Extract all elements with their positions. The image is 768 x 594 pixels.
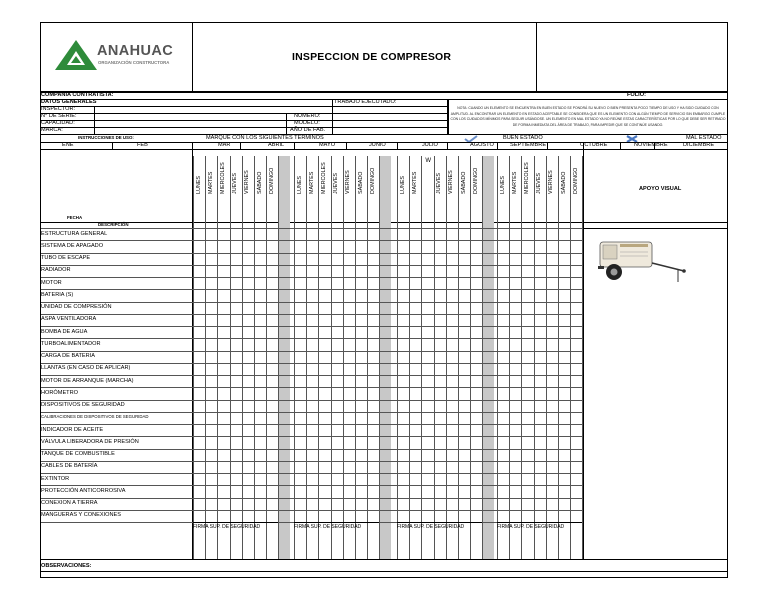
company-subtitle: ORGANIZACIÓN CONSTRUCTORA — [98, 60, 170, 65]
work-label: TRABAJO EJECUTADO: — [334, 99, 397, 105]
month-label: JUNIO — [369, 142, 386, 148]
day-label: VIERNES — [448, 170, 455, 194]
month-label: JULIO — [422, 142, 438, 148]
day-label: LUNES — [195, 176, 202, 194]
checklist-item: VÁLVULA LIBERADORA DE PRESIÓN — [41, 438, 139, 445]
month-label: OCTUBRE — [580, 142, 608, 148]
day-label: JUEVES — [536, 173, 543, 194]
number-label: NUMERO: — [294, 113, 321, 119]
brand-label: MARCA: — [41, 127, 63, 133]
month-label: ABRIL — [268, 142, 285, 148]
day-label: DOMINGO — [572, 167, 579, 194]
day-label: MIERCOLES — [320, 162, 327, 194]
day-label: MARTES — [308, 171, 315, 194]
signature-label: FIRMA SUP. DE SEGURIDAD — [397, 522, 482, 530]
checklist-item: EXTINTOR — [41, 475, 70, 482]
checklist-item: HORÓMETRO — [41, 389, 78, 396]
day-label: LUNES — [296, 176, 303, 194]
day-label: JUEVES — [436, 173, 443, 194]
day-label: VIERNES — [244, 170, 251, 194]
checklist-item: CARGA DE BATERIA — [41, 353, 95, 359]
signature-label: FIRMA SUP. DE SEGURIDAD — [294, 522, 379, 530]
checklist-item: MOTOR DE ARRANQUE (MARCHA) — [41, 377, 134, 384]
checklist-item: MOTOR — [41, 279, 62, 286]
serial-label: N° DE SERIE: — [41, 113, 77, 119]
checklist-item: INDICADOR DE ACEITE — [41, 426, 104, 433]
year-label: AÑO DE FAB. — [290, 127, 326, 133]
checklist-item: BATERIA (S) — [41, 291, 74, 298]
month-label: FEB — [137, 142, 148, 148]
day-label: MARTES — [411, 171, 418, 194]
checklist-item: TANQUE DE COMBUSTIBLE — [41, 451, 115, 457]
day-label: SÁBADO — [256, 171, 263, 194]
day-label: MARTES — [207, 171, 214, 194]
month-label: NOVIEMBRE — [634, 142, 668, 148]
day-label: SÁBADO — [460, 171, 467, 194]
page-title: INSPECCION DE COMPRESOR — [292, 51, 452, 63]
stray-mark: W — [425, 158, 432, 164]
checklist-item: SISTEMA DE APAGADO — [41, 242, 104, 249]
checklist-item: PROTECCIÓN ANTICORROSIVA — [41, 487, 126, 494]
month-label: ENE — [62, 142, 74, 148]
signature-label: FIRMA SUP. DE SEGURIDAD — [193, 522, 278, 530]
general-data-label: DATOS GENERALES — [41, 99, 97, 105]
inspection-form — [40, 22, 728, 578]
day-label: VIERNES — [548, 170, 555, 194]
month-label: AGOSTO — [470, 142, 494, 148]
day-label: SÁBADO — [357, 171, 364, 194]
checklist-item: CABLES DE BATERÍA — [41, 463, 98, 470]
checklist-item: TUBO DE ESCAPE — [41, 255, 91, 261]
day-label: MIERCOLES — [523, 162, 530, 194]
day-label: JUEVES — [333, 173, 340, 194]
month-label: DICIEMBRE — [683, 142, 715, 148]
month-label: SEPTIEMBRE — [510, 142, 547, 148]
capacity-label: CAPACIDAD: — [41, 120, 75, 126]
visual-support-label: APOYO VISUAL — [639, 186, 682, 192]
company-name: ANAHUAC — [97, 43, 174, 59]
checklist-item: ASPA VENTILADORA — [41, 316, 97, 323]
day-label: DOMINGO — [369, 167, 376, 194]
day-label: MIERCOLES — [219, 162, 226, 194]
description-label: DESCRIPCIÓN — [98, 222, 129, 227]
checklist-item: DISPOSITIVOS DE SEGURIDAD — [41, 402, 125, 408]
checklist-item: ESTRUCTURA GENERAL — [41, 230, 108, 237]
terms-label: MARQUE CON LOS SIGUIENTES TÉRMINOS — [206, 135, 324, 141]
day-label: JUEVES — [232, 173, 239, 194]
model-label: MODELO: — [294, 120, 320, 126]
month-label: MAYO — [319, 142, 336, 148]
signature-label: FIRMA SUP. DE SEGURIDAD — [497, 522, 582, 530]
day-label: DOMINGO — [268, 167, 275, 194]
day-label: VIERNES — [345, 170, 352, 194]
month-label: MAR — [218, 142, 231, 148]
anahuac-logo-icon — [54, 39, 98, 71]
day-label: DOMINGO — [472, 167, 479, 194]
checklist-item: MANGUERAS Y CONEXIONES — [41, 512, 121, 519]
day-label: LUNES — [399, 176, 406, 194]
checklist-item: LLANTAS (EN CASO DE APLICAR) — [41, 365, 131, 372]
usage-note: NOTA: CUANDO UN ELEMENTO SE ENCUENTRA EN BUEN ESTADO SE PONDRÁ SU NUEVO O BIEN PRESENTA POCO TIEMPO DE USO Y HA SIDO CUIDADO CON AMPLITUD. AL ENCONTRAR UN ELEMENTO EN ESTADO ACEPTABLE SE CONSIDERA QUE ES UN ELEMENTO CON ALGÚN TIEMPO DE SERVICIO SIN EMBARGO CUMPLE CON LOS CUIDADOS MÍNIMOS PARA SEGUIR USÁNDOSE. UN ELEMENTO EN MAL ESTADO YA NO REÚNE ESTAS CARACTERÍSTICAS POR LO QUE DEBE SER RETIRADO DE FORMA INMEDIATA DEL ÁREA DE TRABAJO, PARA IMPEDIR QUE SE CONTINÚE USANDO. — [450, 106, 726, 127]
day-label: MARTES — [511, 171, 518, 194]
contractor-label: COMPAÑÍA CONTRATISTA: — [41, 92, 114, 98]
inspector-label: INSPECTOR: — [41, 106, 76, 112]
checklist-item: CALIBRACIONES DE DISPOSITIVOS DE SEGURIDAD — [41, 414, 149, 420]
day-label: SÁBADO — [560, 171, 567, 194]
date-label: FECHA — [67, 215, 83, 220]
good-status-label: BUEN ESTADO — [503, 135, 543, 141]
checklist-item: BOMBA DE AGUA — [41, 328, 88, 335]
checklist-item: CONEXION A TIERRA — [41, 500, 98, 506]
bad-status-label: MAL ESTADO — [686, 135, 722, 141]
form-frame — [40, 92, 728, 578]
day-label: LUNES — [499, 176, 506, 194]
instructions-label: INSTRUCCIONES DE USO: — [78, 135, 134, 140]
folio-label: FOLIO: — [627, 92, 646, 98]
observations-label: OBSERVACIONES: — [41, 563, 92, 569]
checklist-item: TURBOALIMENTADOR — [41, 340, 101, 347]
checklist-item: UNIDAD DE COMPRESIÓN — [41, 304, 112, 310]
checklist-item: RADIADOR — [41, 267, 71, 274]
